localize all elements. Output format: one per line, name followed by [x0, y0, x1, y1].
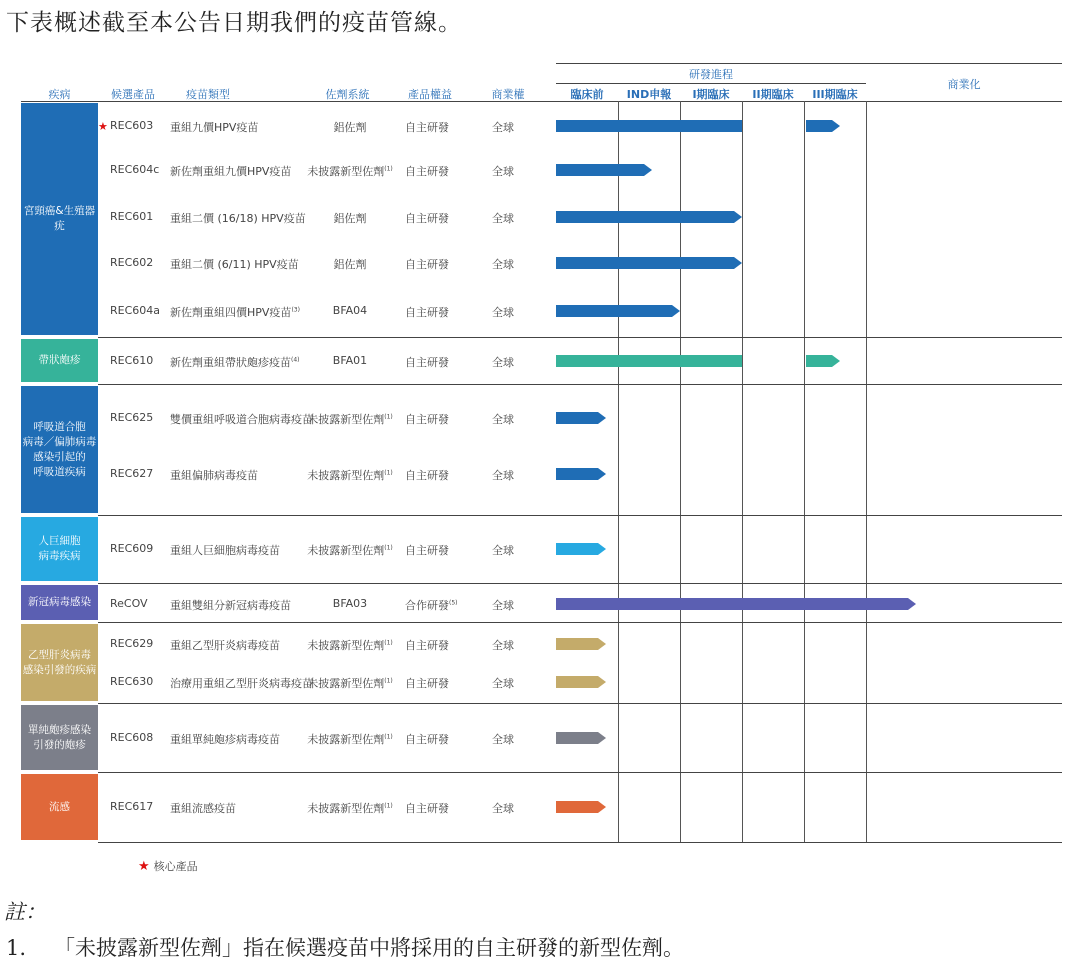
group-divider [98, 842, 1062, 843]
product-rights: 自主研發 [405, 258, 449, 271]
footnote-ref: (1) [384, 413, 393, 421]
group-divider [98, 772, 1062, 773]
vaccine-type: 治療用重組乙型肝炎病毒疫苗 [170, 677, 313, 690]
group-divider [98, 703, 1062, 704]
progress-bar [556, 598, 916, 610]
header-vaccine-type: 疫苗類型 [186, 88, 230, 101]
core-product-legend [138, 858, 198, 874]
product-code: REC630 [110, 675, 154, 688]
disease-group-label: 新冠病毒感染 [21, 585, 98, 620]
product-rights: 合作研發$^{(5)}$ [405, 599, 458, 612]
product-code: REC629 [110, 637, 154, 650]
product-code: REC602 [110, 256, 154, 269]
product-code: REC601 [110, 210, 154, 223]
commercial-rights: 全球 [492, 639, 514, 652]
product-code: ReCOV [110, 597, 148, 610]
product-code: REC604c [110, 163, 160, 176]
vaccine-type: 新佐劑重組帶狀皰疹疫苗$^{(4)}$ [170, 356, 300, 369]
adjuvant: 未披露新型佐劑$^{(1)}$ [307, 677, 393, 690]
product-rights: 自主研發 [405, 469, 449, 482]
header-product-rights: 產品權益 [408, 88, 452, 101]
product-code: REC610 [110, 354, 154, 367]
commercial-rights: 全球 [492, 469, 514, 482]
footnote-ref: (4) [291, 356, 300, 364]
commercial-rights: 全球 [492, 413, 514, 426]
product-rights: 自主研發 [405, 802, 449, 815]
group-divider [98, 583, 1062, 584]
commercial-rights: 全球 [492, 733, 514, 746]
disease-group-label: 呼吸道合胞 病毒／偏肺病毒 感染引起的 呼吸道疾病 [21, 386, 98, 513]
progress-bar [556, 211, 742, 223]
stage-divider [742, 101, 743, 842]
stage-divider [866, 101, 867, 842]
progress-bar [556, 257, 742, 269]
commercial-rights: 全球 [492, 212, 514, 225]
phase3-progress-bar [806, 355, 840, 367]
progress-bar [556, 543, 606, 555]
footnote-ref: (5) [449, 599, 458, 607]
vaccine-type: 重組偏肺病毒疫苗 [170, 469, 258, 482]
commercial-rights: 全球 [492, 306, 514, 319]
commercial-rights: 全球 [492, 599, 514, 612]
adjuvant: 鋁佐劑 [333, 121, 367, 134]
adjuvant: 未披露新型佐劑$^{(1)}$ [307, 733, 393, 746]
core-product-star: ★ [98, 120, 108, 133]
header-adjuvant: 佐劑系統 [325, 88, 370, 101]
legend-label: 核心產品 [153, 860, 198, 873]
group-divider [98, 622, 1062, 623]
product-code: REC608 [110, 731, 154, 744]
vaccine-type: 新佐劑重組九價HPV疫苗 [170, 165, 292, 178]
commercial-rights: 全球 [492, 544, 514, 557]
product-rights: 自主研發 [405, 306, 449, 319]
header-disease: 疾病 [48, 88, 71, 101]
footnote-ref: (1) [384, 733, 393, 741]
vaccine-type: 重組乙型肝炎病毒疫苗 [170, 639, 280, 652]
adjuvant: BFA03 [332, 597, 368, 610]
progress-bar [556, 412, 606, 424]
product-code: REC609 [110, 542, 154, 555]
rd-progress-rule [556, 83, 866, 84]
commercial-rights: 全球 [492, 258, 514, 271]
progress-bar [556, 638, 606, 650]
progress-bar [556, 164, 652, 176]
adjuvant: 鋁佐劑 [333, 212, 367, 225]
product-rights: 自主研發 [405, 733, 449, 746]
adjuvant: 鋁佐劑 [333, 258, 367, 271]
product-rights: 自主研發 [405, 544, 449, 557]
vaccine-type: 雙價重組呼吸道合胞病毒疫苗 [170, 413, 313, 426]
vaccine-type: 重組九價HPV疫苗 [170, 121, 259, 134]
progress-bar [556, 732, 606, 744]
product-rights: 自主研發 [405, 413, 449, 426]
note-item [6, 932, 684, 962]
vaccine-type: 重組雙組分新冠病毒疫苗 [170, 599, 291, 612]
vaccine-type: 新佐劑重組四價HPV疫苗$^{(3)}$ [170, 306, 300, 319]
disease-group-label: 宮頸癌&生殖器疣 [21, 103, 98, 335]
adjuvant: BFA04 [332, 304, 368, 317]
product-code: REC617 [110, 800, 154, 813]
header-stage: 臨床前 [570, 88, 604, 101]
product-rights: 自主研發 [405, 165, 449, 178]
disease-group-label: 流感 [21, 774, 98, 840]
product-rights: 自主研發 [405, 677, 449, 690]
footnote-ref: (1) [384, 677, 393, 685]
commercial-rights: 全球 [492, 677, 514, 690]
group-divider [98, 384, 1062, 385]
vaccine-type: 重組流感疫苗 [170, 802, 236, 815]
star-icon: ★ [138, 859, 150, 874]
adjuvant: 未披露新型佐劑$^{(1)}$ [307, 639, 393, 652]
product-rights: 自主研發 [405, 212, 449, 225]
adjuvant: 未披露新型佐劑$^{(1)}$ [307, 544, 393, 557]
product-code: REC604a [110, 304, 161, 317]
footnote-ref: (1) [384, 544, 393, 552]
adjuvant: 未披露新型佐劑$^{(1)}$ [307, 469, 393, 482]
progress-bar [556, 468, 606, 480]
footnote-ref: (3) [291, 306, 300, 314]
stage-divider [804, 101, 805, 842]
progress-bar [556, 120, 742, 132]
vaccine-type: 重組二價 (6/11) HPV疫苗 [170, 258, 299, 271]
product-rights: 自主研發 [405, 356, 449, 369]
progress-bar [556, 676, 606, 688]
adjuvant: 未披露新型佐劑$^{(1)}$ [307, 165, 393, 178]
header-stage: III期臨床 [812, 88, 858, 101]
group-divider [98, 337, 1062, 338]
phase3-progress-bar [806, 120, 840, 132]
vaccine-type: 重組人巨細胞病毒疫苗 [170, 544, 280, 557]
group-divider [98, 515, 1062, 516]
header-candidate: 候選產品 [111, 88, 155, 101]
header-commercial-rights: 商業權 [491, 88, 525, 101]
note-text: 「未披露新型佐劑」指在候選疫苗中將採用的自主研發的新型佐劑。 [54, 936, 684, 960]
notes-heading: 註： [4, 900, 46, 924]
vaccine-type: 重組二價 (16/18) HPV疫苗 [170, 212, 306, 225]
vaccine-type: 重組單純皰疹病毒疫苗 [170, 733, 280, 746]
product-rights: 自主研發 [405, 121, 449, 134]
progress-bar [556, 801, 606, 813]
disease-group-label: 單純皰疹感染 引發的皰疹 [21, 705, 98, 770]
product-code: REC625 [110, 411, 154, 424]
header-stage: II期臨床 [752, 88, 794, 101]
note-number: 1. [6, 936, 27, 960]
header-commercialization: 商業化 [947, 78, 981, 91]
footnote-ref: (1) [384, 165, 393, 173]
disease-group-label: 人巨細胞 病毒疾病 [21, 517, 98, 581]
product-code: REC603 [110, 119, 154, 132]
commercial-rights: 全球 [492, 356, 514, 369]
disease-group-label: 帶狀皰疹 [21, 339, 98, 382]
product-code: REC627 [110, 467, 154, 480]
adjuvant: BFA01 [332, 354, 368, 367]
footnote-ref: (1) [384, 639, 393, 647]
header-top-rule [556, 63, 1062, 64]
commercial-rights: 全球 [492, 121, 514, 134]
progress-bar [556, 355, 742, 367]
progress-bar [556, 305, 680, 317]
header-rd-progress: 研發進程 [689, 68, 733, 81]
commercial-rights: 全球 [492, 165, 514, 178]
footnote-ref: (1) [384, 802, 393, 810]
header-stage: IND申報 [626, 88, 672, 101]
product-rights: 自主研發 [405, 639, 449, 652]
intro-text: 下表概述截至本公告日期我們的疫苗管線。 [6, 10, 462, 36]
footnote-ref: (1) [384, 469, 393, 477]
disease-group-label: 乙型肝炎病毒 感染引發的疾病 [21, 624, 98, 701]
header-stage: I期臨床 [692, 88, 730, 101]
adjuvant: 未披露新型佐劑$^{(1)}$ [307, 802, 393, 815]
commercial-rights: 全球 [492, 802, 514, 815]
adjuvant: 未披露新型佐劑$^{(1)}$ [307, 413, 393, 426]
